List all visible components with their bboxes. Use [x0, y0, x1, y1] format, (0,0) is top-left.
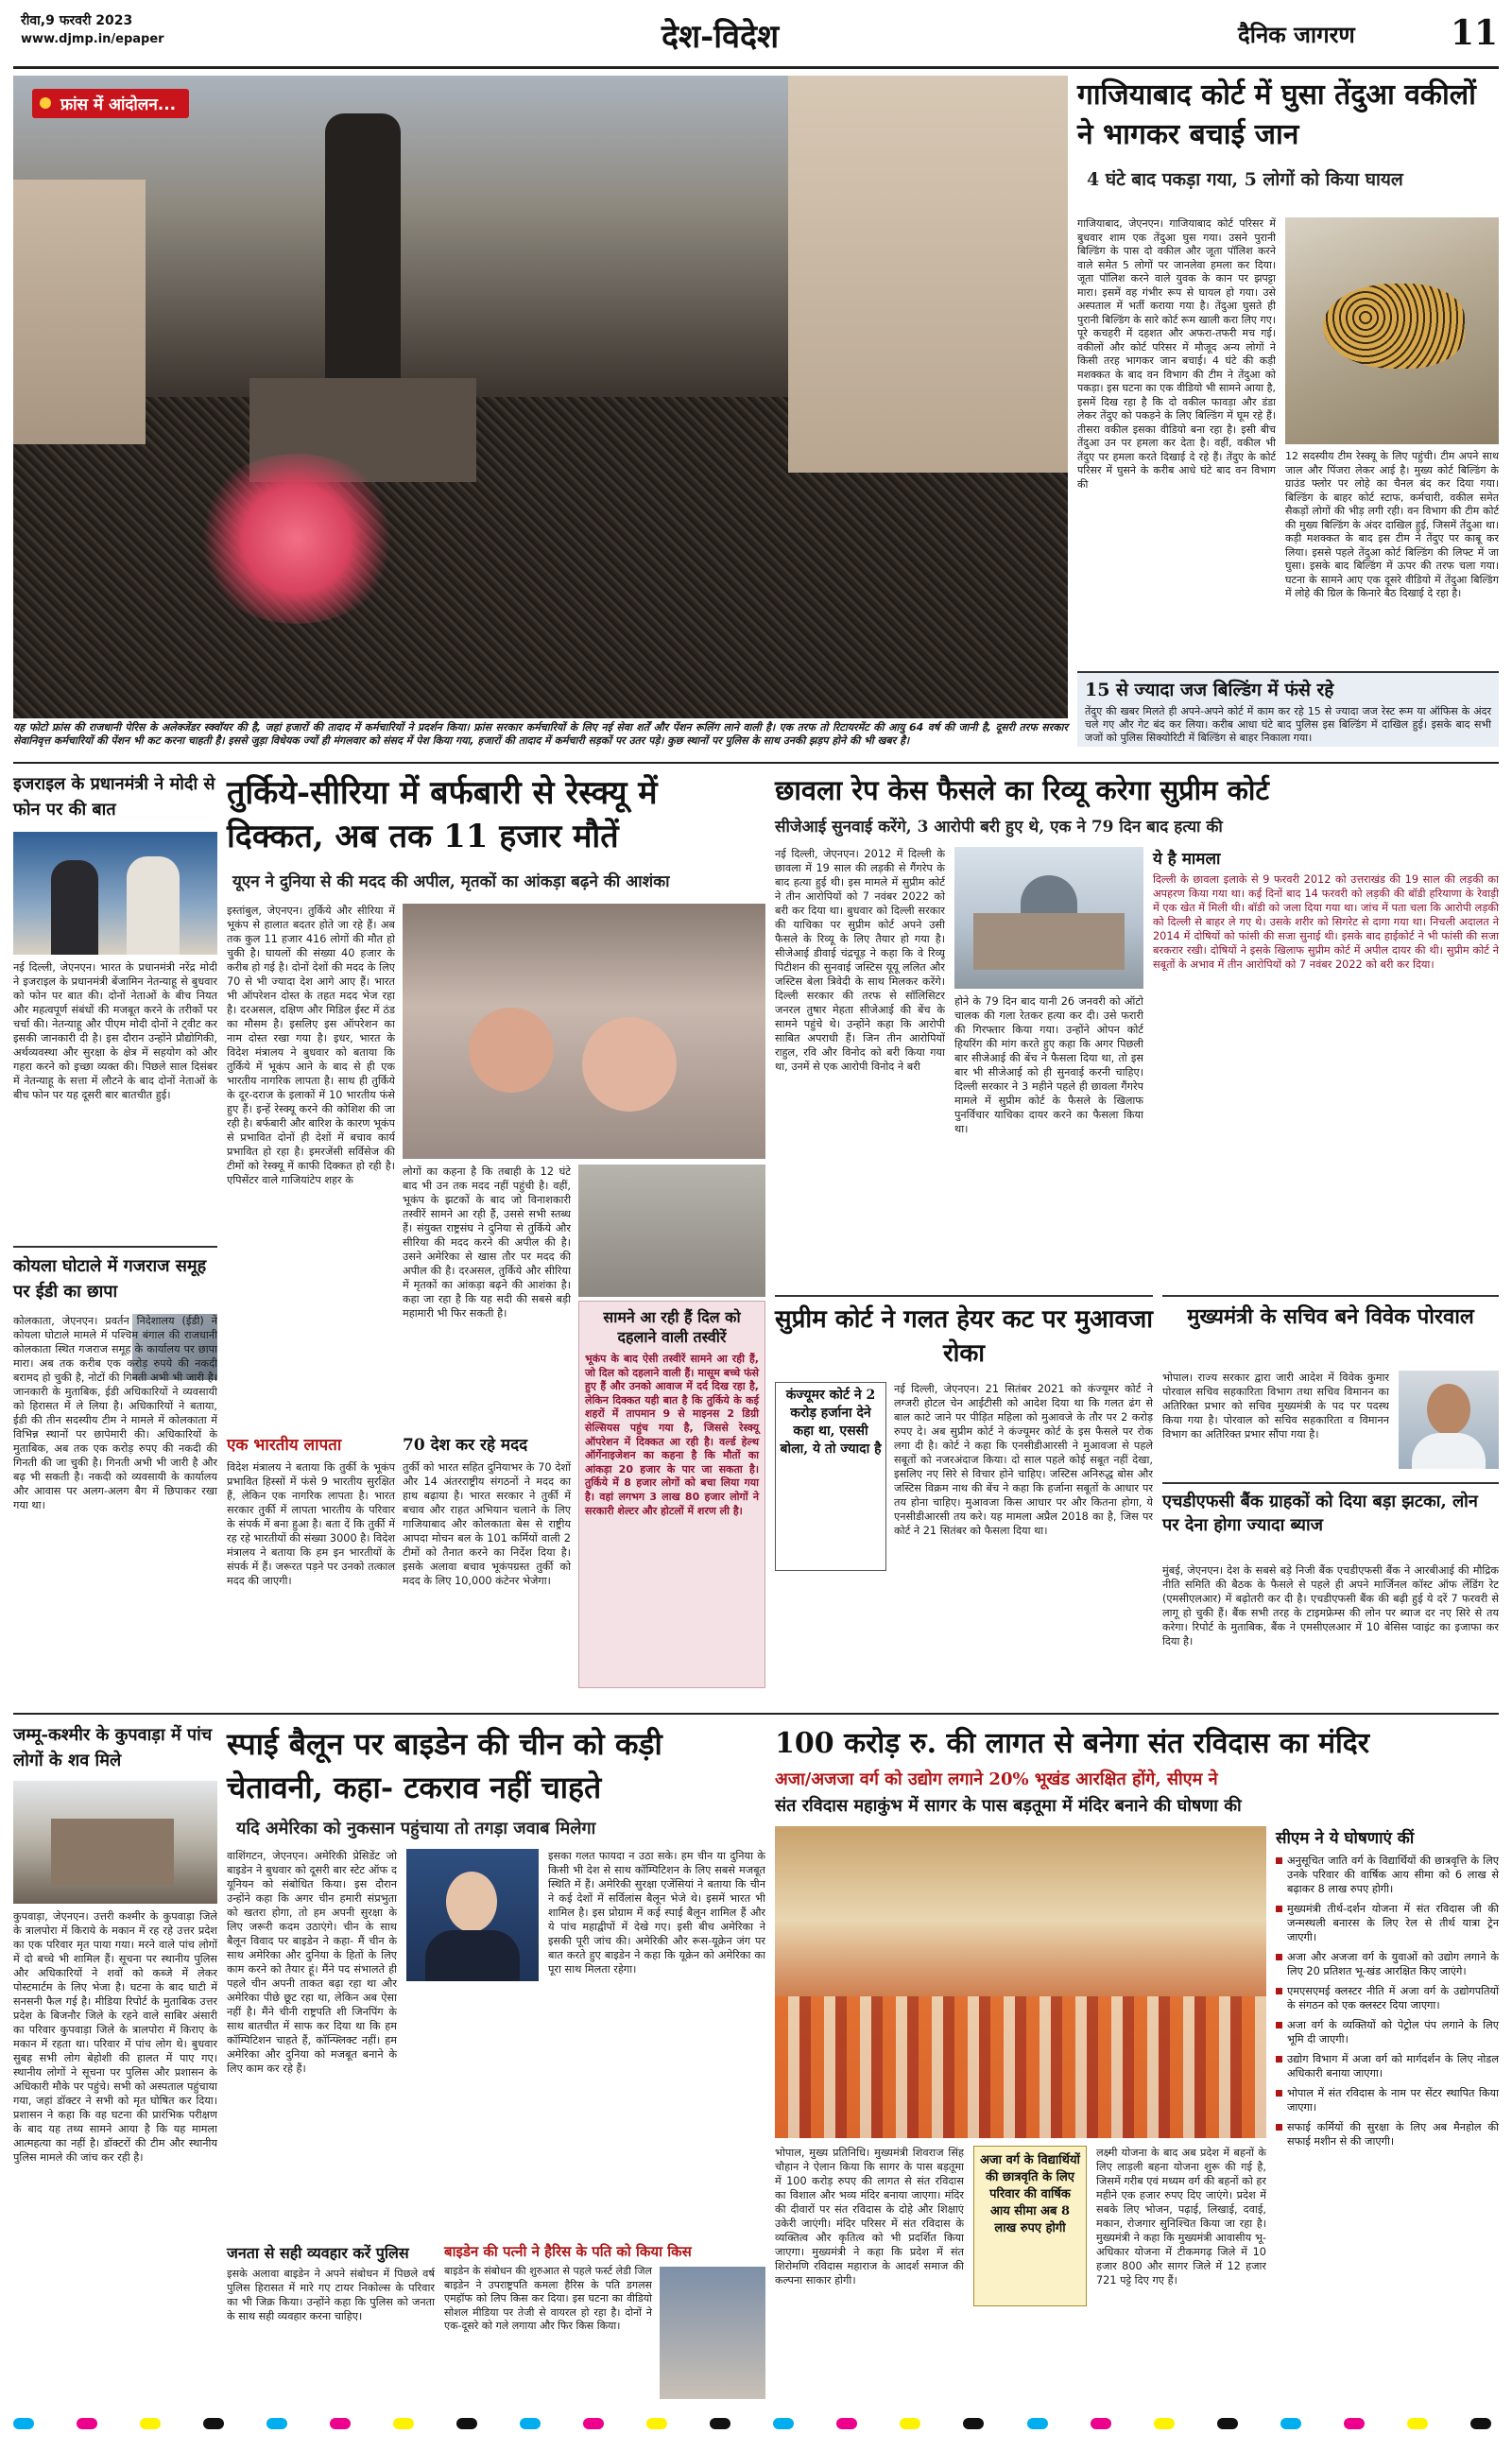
- haircut-story: [775, 1295, 1153, 1711]
- cm-announcement-text: उद्योग विभाग में अजा वर्ग को मार्गदर्शन के लिए नोडल अधिकारी बनाया जाएगा।: [1287, 2053, 1499, 2080]
- court-building: [973, 913, 1125, 970]
- hdfc-body: मुंबई, जेएनएन। देश के सबसे बड़े निजी बैंक एचडीएफसी बैंक ने आरबीआई की मौद्रिक नीति समिति की बैठक के फैसले से पहले ही अपने मार्जिनल कॉस्ट ऑफ लेंडिंग रेट (एमसीएलआर) में बढ़ोतरी कर दी है। एचडीएफसी बैंक की बढ़ी हुई ये दरें 7 फरवरी से लागू हो चुकी हैं। बैंक सभी तरह के टाइमफ्रेम्स की लोन पर ब्याज दर नए सिरे से तय करेगा। रिपोर्ट के मुताबिक, बैंक ने एमसीएलआर में 10 बेसिस प्वाइंट का इजाफा कर दिया है।: [1162, 1564, 1499, 1648]
- ravidas-headline: 100 करोड़ रु. की लागत से बनेगा संत रविदास का मंदिर: [775, 1727, 1370, 1760]
- israel-body: नई दिल्ली, जेएनएन। भारत के प्रधानमंत्री नरेंद्र मोदी ने इजराइल के प्रधानमंत्री बेंजामिन नेतन्याहू से बुधवार को फोन पर बात की। दोनों नेताओं के बीच नियत और महत्वपूर्ण संबंधों की मजबूत करने के तरीकों पर चर्चा की। नेतन्याहू और पीएम मोदी दोनों ने ट्वीट कर इसकी जानकारी दी है। इस दौरान उन्होंने प्रौद्योगिकी, अर्थव्यवस्था और सुरक्षा के क्षेत्र में सहयोग को और गहरा करने को इच्छा व्यक्त की। पिछले साल दिसंबर में नेतन्याहू के सत्ता में लौटने के बाद दोनों नेताओं के बीच फोन पर यह दूसरी बार बातचीत हुई।: [13, 961, 217, 1101]
- cm-announcement-item: [1276, 2120, 1499, 2149]
- israel-modi-photo: [13, 832, 217, 955]
- building-left: [13, 180, 146, 444]
- cm-announcement-item: [1276, 1902, 1499, 1944]
- chhawla-box: [1153, 847, 1499, 1272]
- registration-mark: [1407, 2418, 1428, 2429]
- masthead: [0, 0, 1512, 66]
- kashmir-headline: जम्मू-कश्मीर के कुपवाड़ा में पांच लोगों के शव मिले: [13, 1725, 213, 1770]
- haircut-box: [775, 1382, 886, 1571]
- ravidas-box: [973, 2146, 1087, 2306]
- bullet-icon: [1276, 1954, 1282, 1960]
- ghaziabad-headline: गाजियाबाद कोर्ट में घुसा तेंदुआ वकीलों ने भागकर बचाई जान: [1077, 78, 1476, 151]
- registration-mark: [836, 2418, 857, 2429]
- police-box: [227, 2242, 435, 2403]
- turkey-body-2: लोगों का कहना है कि तबाही के 12 घंटे बाद भी उन तक मदद नहीं पहुंची है। वहीं, भूकंप के झटकों के बाद जो विनाशकारी तस्वीरें सामने आ रही हैं, उससे सभी स्तब्ध हैं। संयुक्त राष्ट्रसंघ ने दुनिया से तुर्किये और सीरिया की मदद करने की अपील की है। उसने अमेरिका से खास तौर पर मदद की अपील की है। दरअसल, तुर्किये और सीरिया में मृतकों का आंकड़ा बढ़ने की आशंका है। कहा जा रहा है कि यह सदी की सबसे बड़ी महामारी भी फिर सकती है।: [403, 1165, 571, 1320]
- france-protest-photo: [13, 76, 1068, 718]
- police-box-title: जनता से सही व्यवहार करें पुलिस: [227, 2244, 409, 2262]
- secretary-headline: मुख्यमंत्री के सचिव बने विवेक पोरवाल: [1187, 1304, 1474, 1329]
- biden-face: [446, 1872, 497, 1932]
- supreme-court-photo: [954, 847, 1143, 989]
- masthead-rule: [13, 66, 1499, 69]
- cm-announcements-list: [1276, 1854, 1499, 2149]
- portrait-face: [1427, 1384, 1470, 1435]
- balloon-body: वाशिंगटन, जेएनएन। अमेरिकी प्रेसिडेंट जो बाइडेन ने बुधवार को दूसरी बार स्टेट ऑफ द यूनियन को संबोधित किया। इस दौरान उन्होंने कहा कि अगर चीन हमारी संप्रभुता को खतरा होगा, तो हम अपनी सुरक्षा के लिए जरूरी कदम उठाएंगे। चीन के साथ बैलून विवाद पर बाइडेन ने कहा- मैं चीन के साथ अमेरिका और दुनिया के हितों के लिए काम करने को तैयार हूं। मैंने पद संभालते ही पहले चीन अपनी ताकत बढ़ा रहा था और अमेरिका पीछे छूट रहा था, लेकिन अब ऐसा नहीं है। मैंने चीनी राष्ट्रपति शी जिनपिंग के साथ बातचीत में साफ कर दिया था कि हम कॉम्पिटिशन चाहते हैं, कॉन्फ्लिक्ट नहीं। हम अमेरिका और दुनिया को मजबूत बनाने के लिए काम कर रहे हैं।: [227, 1850, 397, 2075]
- leader-right: [127, 856, 180, 955]
- cm-announcement-item: [1276, 1984, 1499, 2012]
- cm-announcement-text: अजा वर्ग के व्यक्तियों को पेट्रोल पंप लगाने के लिए भूमि दी जाएगी।: [1287, 2019, 1499, 2045]
- registration-strip: [13, 2418, 1499, 2437]
- ghaziabad-subhead: 4 घंटे बाद पकड़ा गया, 5 लोगों को किया घायल: [1087, 169, 1403, 190]
- leopard-shape: [1323, 284, 1465, 369]
- section-rule-2: [13, 1713, 1499, 1715]
- secretary-portrait: [1399, 1371, 1499, 1469]
- kashmir-story: [13, 1722, 217, 2403]
- france-caption: यह फोटो फ्रांस की राजधानी पेरिस के अलेक्जेंडर स्क्वॉयर की है, जहां हजारों की तादाद में कर्मचारियों ने प्रदर्शन किया। फ्रांस सरकार कर्मचारियों के लिए नई सेवा शर्तें और पेंशन रूलिंग लाने वाली है। एक तरफ तो रिटायरमेंट की आयु 64 वर्ष की जानी है, दूसरी तरफ सरकार सेवानिवृत्त कर्मचारियों की पेंशन भी कट करना चाहती है। इससे जुड़ा विधेयक ज्यों ही मंगलवार को संसद में पेश किया गया, हजारों की तादाद में कर्मचारी सड़कों पर उतर पड़े। कुछ स्थानों पर पुलिस के साथ उनकी झड़प होने की भी खबर है।: [13, 721, 1068, 747]
- section-rule-1: [13, 762, 1499, 764]
- masthead-website: www.djmp.in/epaper: [21, 32, 164, 46]
- haircut-box-text: कंज्यूमर कोर्ट ने 2 करोड़ हर्जाना देने कहा था, एससी बोला, ये तो ज्यादा है: [780, 1388, 882, 1457]
- ravidas-sub-1: अजा/अजजा वर्ग को उद्योग लगाने 20% भूखंड आरक्षित होंगे, सीएम ने: [775, 1769, 1218, 1789]
- registration-mark: [900, 2418, 920, 2429]
- court-dome: [1021, 875, 1077, 913]
- chhawla-box-title: ये है मामला: [1153, 850, 1221, 869]
- registration-mark: [1470, 2418, 1491, 2429]
- chhawla-story: [775, 771, 1499, 1282]
- article-label: [32, 89, 189, 118]
- bullet-icon: [1276, 2124, 1282, 2131]
- bullet-icon: [1276, 2022, 1282, 2028]
- cm-announcement-text: सफाई कर्मियों की सुरक्षा के लिए अब मैनहोल की सफाई मशीन से की जाएगी।: [1287, 2121, 1499, 2148]
- turkey-children-photo: [403, 904, 765, 1159]
- secretary-story: [1162, 1295, 1499, 1475]
- ghaziabad-story: [1077, 76, 1499, 747]
- registration-mark: [1091, 2418, 1111, 2429]
- registration-mark: [1217, 2418, 1238, 2429]
- turkey-box-body: भूकंप के बाद ऐसी तस्वीरें सामने आ रही हैं, जो दिल को दहलाने वाली हैं। मासूम बच्चे फंसे हुए हैं और उनको आवाज में दर्द दिख रहा है, लेकिन दिक्कत यही बात है कि तुर्किये के कई शहरों में तापमान 9 से माइनस 2 डिग्री सेल्सियस पहुंच गया है, जिससे रेस्क्यू ऑपरेशन में दिक्कत आ रही है। वर्ल्ड हेल्थ ऑर्गेनाइजेशन का कहना है कि मौतों का आंकड़ा 20 हजार के पार जा सकता है। तुर्किये में 8 हजार लोगों को बचा लिया गया है। वहां लगभग 3 लाख 80 हजार लोगों ने सरकारी शेल्टर और होटलों में शरण ली है।: [585, 1353, 759, 1517]
- cm-announcement-item: [1276, 2086, 1499, 2114]
- child-face-2: [582, 1017, 677, 1112]
- bullet-icon: [1276, 2090, 1282, 2097]
- registration-mark: [1344, 2418, 1365, 2429]
- police-box-body: इसके अलावा बाइडेन ने अपने संबोधन में पिछले वर्ष पुलिस हिरासत में मारे गए टायर निकोल्स के परिवार का भी जिक्र किया। उन्होंने कहा कि पुलिस को जनता के साथ सही व्यवहार करना चाहिए।: [227, 2268, 435, 2322]
- turkey-box-title: सामने आ रही हैं दिल को दहलाने वाली तस्वीरें: [603, 1308, 741, 1346]
- haircut-headline: सुप्रीम कोर्ट ने गलत हेयर कट पर मुआवजा रोका: [775, 1305, 1153, 1368]
- registration-mark: [1027, 2418, 1048, 2429]
- registration-marks: [13, 2418, 1499, 2429]
- kiss-box: [444, 2242, 765, 2403]
- registration-mark: [393, 2418, 414, 2429]
- cm-announcement-item: [1276, 2018, 1499, 2046]
- registration-mark: [330, 2418, 351, 2429]
- balloon-headline: स्पाई बैलून पर बाइडेन की चीन को कड़ी चेतावनी, कहा- टकराव नहीं चाहते: [227, 1726, 662, 1805]
- israel-story: [13, 771, 217, 1234]
- kiss-box-body: बाइडेन के संबोधन की शुरुआत से पहले फर्स्ट लेडी जिल बाइडेन ने उपराष्ट्रपति कमला हैरिस के पति डगलस एमहॉफ को लिप किस कर दिया। इस घटना का वीडियो सोशल मीडिया पर तेजी से वायरल हो रहा है। दोनों ने एक-दूसरे को गले लगाया और फिर किस किया।: [444, 2265, 652, 2332]
- biden-suit: [425, 1930, 520, 1981]
- chhawla-body-2: होने के 79 दिन बाद यानी 26 जनवरी को ऑटो चालक की गला रेतकर हत्या कर दी। उसे फरारी की गिरफ्तार किया गया। उन्होंने ओपन कोर्ट हियरिंग की मांग करते हुए कहा कि अगर पिछली बार सीजेआई की बेंच ने फैसला दिया था, तो इस बार भी सीजेआई को ही सुनवाई करनी चाहिए। दिल्ली सरकार ने 3 महीने पहले ही छावला गैंगरेप मामले में सुप्रीम कोर्ट के फैसले के खिलाफ पुनर्विचार याचिका दायर करने का फैसला किया था।: [954, 995, 1143, 1135]
- registration-mark: [710, 2418, 730, 2429]
- judges-box: [1077, 671, 1499, 747]
- ravidas-sub-2: संत रविदास महाकुंभ में सागर के पास बड़तूमा में मंदिर बनाने की घोषणा की: [775, 1796, 1242, 1816]
- registration-mark: [646, 2418, 667, 2429]
- crowd-band: [775, 1996, 1266, 2138]
- ravidas-photo: [775, 1826, 1266, 2138]
- ghaziabad-body-2: 12 सदस्यीय टीम रेस्क्यू के लिए पहुंची। टीम अपने साथ जाल और पिंजरा लेकर आई है। मुख्य कोर्ट बिल्डिंग के ग्राउंड फ्लोर पर लोहे का चैनल बंद कर दिया गया। बिल्डिंग के बाहर कोर्ट स्टाफ, कर्मचारी, वकील समेत सैकड़ों लोगों की भीड़ लगी रही। वन विभाग की टीम कोर्ट की मुख्य बिल्डिंग के अंदर दाखिल हुई, जिसमें तेंदुआ था। कड़ी मशक्कत के बाद इस टीम ने तेंदुए पर काबू कर लिया। इससे पहले तेंदुआ कोर्ट बिल्डिंग की लिफ्ट में जा घुसा। इसके बाद बिल्डिंग में ऊपर की तरफ चला गया। घटना के सामने आए एक दूसरे वीडियो में तेंदुआ बिल्डिंग में लोहे की ग्रिल के किनारे बैठ दिखाई दे रहा है।: [1285, 450, 1499, 599]
- kashmir-house: [51, 1819, 174, 1885]
- turkey-headline: तुर्किये-सीरिया में बर्फबारी से रेस्क्यू में दिक्कत, अब तक 11 हजार मौतें: [227, 774, 658, 855]
- seventy-countries: [403, 1433, 571, 1698]
- cm-announcement-text: अजा और अजजा वर्ग के युवाओं को उद्योग लगाने के लिए 20 प्रतिशत भू-खंड आरक्षित किए जाएंगे।: [1287, 1951, 1499, 1977]
- chhawla-body: नई दिल्ली, जेएनएन। 2012 में दिल्ली के छावला में 19 साल की लड़की से गैंगरेप के बाद हत्या हुई थी। इस मामले में सुप्रीम कोर्ट ने तीन आरोपियों को 7 नवंबर 2022 को बरी कर दिया था। बुधवार को दिल्ली सरकार की याचिका पर सुप्रीम कोर्ट अपने उसी फैसले के रिव्यू के लिए तैयार हो गया है। सीजेआई डीवाई चंद्रचूड़ ने कहा कि वे रिव्यू पिटीशन की सुनवाई जस्टिस यूयू ललित और जस्टिस बेला त्रिवेदी के साथ मिलकर करेंगे। दिल्ली सरकार की तरफ से सॉलिसिटर जनरल तुषार मेहता सीजेआई की बेंच के सामने पहुंचे थे। उन्होंने कहा कि आरोपी साबित अपराधी हैं। जिन तीन आरोपियों राहुल, रवि और विनोद को बरी किया गया था, उनमें से एक आरोपी विनोद ने बरी: [775, 848, 945, 1073]
- page-number: 11: [1451, 13, 1499, 53]
- ravidas-body: भोपाल, मुख्य प्रतिनिधि। मुख्यमंत्री शिवराज सिंह चौहान ने ऐलान किया कि सागर के पास बड़तूमा में 100 करोड़ रुपए की लागत से संत रविदास का विशाल और भव्य मंदिर बनाया जाएगा। मंदिर की दीवारों पर संत रविदास के दोहे और शिक्षाएं उकेरी जाएंगी। मंदिर परिसर में संत रविदास के व्यक्तित्व और कृतित्व को भी प्रदर्शित किया जाएगा। मुख्यमंत्री ने कहा कि प्रदेश में संत शिरोमणि रविदास महाराज के आदर्श समाज की कल्पना साकार होगी।: [775, 2147, 964, 2287]
- registration-mark: [963, 2418, 984, 2429]
- cm-announcement-item: [1276, 1950, 1499, 1978]
- registration-mark: [1280, 2418, 1301, 2429]
- child-face-1: [469, 1008, 554, 1093]
- registration-mark: [13, 2418, 34, 2429]
- leopard-photo: [1285, 217, 1499, 444]
- missing-title: एक भारतीय लापता: [227, 1436, 342, 1455]
- kashmir-body: कुपवाड़ा, जेएनएन। उत्तरी कश्मीर के कुपवाड़ा जिले के त्रालपोरा में किराये के मकान में रह रहे उत्तर प्रदेश का एक परिवार मृत पाया गया। मरने वाले पांच लोगों में दो बच्चे भी शामिल हैं। सूचना पर स्थानीय पुलिस और अधिकारियों ने शवों को कब्जे में लेकर पोस्टमार्टम के लिए भेजा है। घटना के बाद घाटी में सनसनी फैल गई है। मीडिया रिपोर्ट के मुताबिक उत्तर प्रदेश के बिजनौर जिले के रहने वाले साबिर अंसारी का परिवार कुपवाड़ा जिले के त्रालपोरा में किराए के मकान में रहता था। परिवार में पांच लोग थे। बुधवार सुबह सभी लोग बेहोशी की हालत में पाए गए। स्थानीय लोगों ने सूचना पर पुलिस और प्रशासन के अधिकारी मौके पर पहुंचे। सभी को अस्पताल पहुंचाया गया, जहां डॉक्टर ने सभी को मृत घोषित कर दिया। प्रशासन ने कहा कि वह घटना की प्रारंभिक परीक्षण के बाद यह तथ्य सामने आया है कि यह मामला आत्महत्या का नहीं है। डॉक्टरों की टीम और स्थानीय पुलिस मामले की जांच कर रही है।: [13, 1910, 217, 2164]
- bullet-icon: [1276, 1906, 1282, 1912]
- cm-announcement-text: भोपाल में संत रविदास के नाम पर सेंटर स्थापित किया जाएगा।: [1287, 2087, 1499, 2114]
- ravidas-body-2: लक्ष्मी योजना के बाद अब प्रदेश में बहनों के लिए लाड़ली बहना योजना शुरू की गई है, जिसमें गरीब एवं मध्यम वर्ग की बहनों को हर महीने एक हजार रुपए दिए जाएंगे। प्रदेश में सबके लिए भोजन, पढ़ाई, लिखाई, दवाई, मकान, रोजगार सुनिश्चित किया जा रहा है। मुख्यमंत्री ने कहा कि मुख्यमंत्री आवासीय भू-अधिकार योजना में टीकमगढ़ जिले में 10 हजार 800 और सागर जिले में 12 हजार 721 पट्टे दिए गए हैं।: [1096, 2147, 1266, 2287]
- judges-box-title: 15 से ज्यादा जज बिल्डिंग में फंसे रहे: [1085, 680, 1334, 700]
- ghaziabad-body: गाजियाबाद, जेएनएन। गाजियाबाद कोर्ट परिसर में बुधवार शाम एक तेंदुआ घुस गया। उसने पुरानी बिल्डिंग के पास दो वकील और जूता पॉलिश करने वाले समेत 5 लोगों पर जानलेवा हमला कर दिया। जूता पॉलिश करने वाले युवक के कान पर झपट्टा मारा। इसमें वह गंभीर रूप से घायल हो गया। उसे अस्पताल में भर्ती कराया गया है। तेंदुआ घुसते ही पुरानी बिल्डिंग के सारे कोर्ट रूम खाली करा लिए गए। पूरे कचहरी में दहशत और अफरा-तफरी मच गई। वकीलों और कोर्ट परिसर में मौजूद अन्य लोगों ने किसी तरह भागकर जान बचाई। 4 घंटे की कड़ी मशक्कत के बाद वन विभाग की टीम ने तेंदुआ को पकड़ा। इस घटना का एक वीडियो भी सामने आया है, इसमें दिख रहा है कि दो वकील फावड़ा और डंडा लेकर तेंदुए को पकड़ने के लिए बिल्डिंग में घूम रहे हैं। तीसरा वकील इसका वीडियो बना रहा है। इसी बीच तेंदुआ उन पर हमला कर देता है। वहीं, वकील भी तेंदुए पर हमला करते दिखाई दे रहे हैं। तेंदुए के कोर्ट परिसर में घुसने के करीब आधे घंटे बाद वन विभाग की: [1077, 217, 1276, 491]
- building-right: [788, 76, 1068, 473]
- coal-story: [13, 1246, 217, 1690]
- portrait-body: [1412, 1433, 1486, 1469]
- cm-announcement-text: एमएसएमई क्लस्टर नीति में अजा वर्ग के उद्योगपतियों के संगठन को एक क्लस्टर दिया जाएगा।: [1287, 1985, 1499, 2011]
- registration-mark: [583, 2418, 604, 2429]
- hdfc-story: [1162, 1482, 1499, 1709]
- seventy-body: तुर्की को भारत सहित दुनियाभर के 70 देशों और 14 अंतरराष्ट्रीय संगठनों ने मदद का हाथ बढ़ाया है। भारत सरकार ने तुर्की में बचाव और राहत अभियान चलाने के लिए गाजियाबाद और कोलकाता बेस से राष्ट्रीय आपदा मोचन बल के 101 कर्मियों वाली 2 टीमों को तैनात करने का निर्देश दिया है। इसके अलावा बचाव भूकंपग्रस्त तुर्की को मदद के लिए 10,000 कंटेनर भेजेगा।: [403, 1461, 571, 1587]
- registration-mark: [140, 2418, 161, 2429]
- turkey-body: इस्तांबुल, जेएनएन। तुर्किये और सीरिया में भूकंप से हालात बदतर होते जा रहे हैं। अब तक कुल 11 हजार 416 लोगों की मौत हो चुकी है। घायलों की संख्या 40 हजार के करीब हो गई है। दोनों देशों की मदद के लिए 70 से भी ज्यादा देश आगे आए हैं। भारत भी ऑपरेशन दोस्त के तहत मदद भेज रहा है। दरअसल, दक्षिण और मिडिल ईस्ट में ठंड का मौसम है। इसलिए इस ऑपरेशन का नाम दोस्त रखा गया है। इधर, भारत के विदेश मंत्रालय ने बुधवार को बताया कि तुर्किये में भूकंप आने के बाद से ही एक भारतीय नागरिक लापता है। साथ ही तुर्किये के दूर-दराज के इलाकों में 10 भारतीय फंसे हुए हैं। इन्हें रेस्क्यू करने की कोशिश की जा रही है। बर्फबारी और बारिश के कारण भूकंप से प्रभावित दोनों ही देशों में बचाव कार्य प्रभावित हो रहा है। इमरजेंसी सर्विसेज की टीमों को रेस्क्यू में काफी दिक्कत हो रही है। एपिसेंटर वाले गाजियांटेप शहर के: [227, 905, 395, 1186]
- balloon-body-2: इसका गलत फायदा न उठा सके। हम चीन या दुनिया के किसी भी देश से साथ कॉम्पिटिशन के लिए सबसे मजबूत स्थिति में हैं। अमेरिकी सुरक्षा एजेंसियां ने बताया कि चीन ने कई देशों में सर्विलांस बैलून भेजे थे। इसमें भारत भी शामिल है। इस प्रोग्राम में कई स्पाई बैलून शामिल हैं और ये पांच महाद्वीपों में देखे गए। इसी बीच अमेरिका ने इसकी पूरी जांच की। अमेरिकी और रूस-यूक्रेन जंग पर बात करते हुए बाइडेन ने कहा कि यूक्रेन को अमेरिका का पूरा साथ मिलता रहेगा।: [548, 1850, 765, 1976]
- balloon-subhead: यदि अमेरिका को नुकसान पहुंचाया तो तगड़ा जवाब मिलेगा: [236, 1819, 596, 1838]
- secretary-body: भोपाल। राज्य सरकार द्वारा जारी आदेश में विवेक कुमार पोरवाल सचिव सहकारिता विभाग तथा सचिव विमानन का अतिरिक्त प्रभार को सचिव मुख्यमंत्री के पद पर पदस्थ किया गया है। पोरवाल को सचिव सहकारिता व विमानन विभाग का अतिरिक्त प्रभार सौंपा गया है।: [1162, 1372, 1389, 1441]
- registration-mark: [266, 2418, 287, 2429]
- seventy-title: 70 देश कर रहे मदद: [403, 1436, 528, 1455]
- cm-announcement-text: अनुसूचित जाति वर्ग के विद्यार्थियों की छात्रवृत्ति के लिए उनके परिवार की वार्षिक आय सीमा को 6 लाख से बढ़ाकर 8 लाख रुपए होगी।: [1287, 1855, 1499, 1895]
- chhawla-headline: छावला रेप केस फैसले का रिव्यू करेगा सुप्रीम कोर्ट: [775, 774, 1269, 806]
- balloon-story: [227, 1722, 765, 2403]
- kiss-box-title: बाइडेन की पत्नी ने हैरिस के पति को किया किस: [444, 2243, 692, 2260]
- ravidas-box-text: अजा वर्ग के विद्यार्थियों की छात्रवृति के लिए परिवार की वार्षिक आय सीमा अब 8 लाख रुपए होगी: [980, 2153, 1080, 2235]
- bullet-icon: [1276, 1988, 1282, 1994]
- turkey-box: [578, 1301, 765, 1688]
- newspaper-name: दैनिक जागरण: [1238, 21, 1355, 48]
- coal-body: कोलकाता, जेएनएन। प्रवर्तन निदेशालय (ईडी) ने कोयला घोटाले मामले में पश्चिम बंगाल की राजधानी कोलकाता स्थित गजराज समूह के कार्यालय पर छापा मारा। अब तक करीब एक करोड़ रुपये की नकदी बरामद हो चुकी है, नोटों की गिनती अभी भी जारी है। जानकारी के मुताबिक, ईडी अधिकारियों ने व्यवसायी को हिरासत में ले लिया है। अधिकारियों ने बताया, ईडी की तीन सदस्यीय टीम ने मामले में कोलकाता में विभिन्न स्थानों पर छापेमारी की। अधिकारियों के मुताबिक, अब तक एक करोड़ रुपए की नकदी की गिनती की जा चुकी है। गिनती अभी भी जारी है और बढ़ भी सकती है। नकदी को व्यवसायी के कार्यालय और आवास पर अलग-अलग बैग में छिपाकर रखा गया था।: [13, 1315, 217, 1511]
- bullet-icon: [1276, 2056, 1282, 2063]
- cm-announcements-title: सीएम ने ये घोषणाएं कीं: [1276, 1829, 1415, 1848]
- france-label-text: फ्रांस में आंदोलन...: [60, 95, 177, 114]
- israel-headline: इजराइल के प्रधानमंत्री ने मोदी से फोन पर की बात: [13, 774, 215, 820]
- kashmir-photo: [13, 1781, 217, 1904]
- chhawla-box-body: दिल्ली के छावला इलाके से 9 फरवरी 2012 को उत्तराखंड की 19 साल की लड़की का अपहरण किया गया था। कई दिनों बाद 14 फरवरी को लड़की की बॉडी हरियाणा के रेवाड़ी में एक खेत में मिली थी। बॉडी को जला दिया गया था। जांच में पता चला कि आरोपी लड़की को दिल्ली से बाहर ले गए थे। उसके शरीर को सिगरेट से दागा गया था। निचली अदालत ने 2014 में दोषियों को फांसी की सजा सुनाई थी। इसके बाद हाईकोर्ट ने भी फांसी की सजा बरकरार रखी। दोषियों ने इसके खिलाफ सुप्रीम कोर्ट में अपील दायर की थी। सुप्रीम कोर्ट ने सबूतों के अभाव में तीन आरोपियों को 7 नवंबर 2022 को बरी कर दिया।: [1153, 873, 1499, 971]
- registration-mark: [77, 2418, 97, 2429]
- cm-announcements: [1276, 1826, 1499, 2397]
- registration-mark: [456, 2418, 477, 2429]
- registration-mark: [520, 2418, 541, 2429]
- france-story: [13, 76, 1068, 747]
- judges-box-body: तेंदुए की खबर मिलते ही अपने-अपने कोर्ट में काम कर रहे 15 से ज्यादा जज रेस्ट रूम या ऑफिस के अंदर चले गए और गेट बंद कर लिया। करीब आधा घंटे बाद पुलिस इस बिल्डिंग में दाखिल हुई। इसके बाद सभी जजों को पुलिस सिक्योरिटी में बिल्डिंग से बाहर निकाला गया।: [1085, 705, 1491, 744]
- turkey-story: [227, 771, 765, 1707]
- cm-announcement-item: [1276, 2052, 1499, 2080]
- monument: [325, 113, 401, 397]
- ravidas-story: [775, 1722, 1499, 2403]
- turkey-subhead: यूएन ने दुनिया से की मदद की अपील, मृतकों का आंकड़ा बढ़ने की आशंका: [232, 872, 670, 891]
- missing-indian: [227, 1433, 395, 1698]
- chhawla-subhead: सीजेआई सुनवाई करेंगे, 3 आरोपी बरी हुए थे, एक ने 79 दिन बाद हत्या की: [775, 818, 1223, 837]
- cm-announcement-text: मुख्यमंत्री तीर्थ-दर्शन योजना में संत रविदास जी की जन्मस्थली बनारस के लिए रेल से तीर्थ यात्रा ट्रेन जाएगी।: [1287, 1903, 1499, 1943]
- bullet-icon: [1276, 1857, 1282, 1864]
- rescue-photo: [578, 1165, 765, 1297]
- haircut-body: नई दिल्ली, जेएनएन। 21 सितंबर 2021 को कंज्यूमर कोर्ट ने लग्जरी होटल चेन आईटीसी को आदेश दिया था कि गलत ढंग से बाल काटे जाने पर पीड़ित महिला को मुआवजे के तौर पर 2 करोड़ रुपए दे। अब सुप्रीम कोर्ट ने कंज्यूमर कोर्ट के इस फैसले पर रोक लगा दी है। कोर्ट ने कहा कि एनसीडीआरसी ने मुआवजा से पहले सबूतों को नजरअंदाज किया। दो साल पहले कोई सबूत नहीं देखा, इसलिए नए सिरे से विचार होने चाहिए। जस्टिस अनिरुद्ध बोस और जस्टिस विक्रम नाथ की बेंच ने कहा कि हर्जाना सबूतों के आधार पर तय होना चाहिए। मुआवजा किस आधार पर और कितना होगा, ये एनसीडीआरसी तय करे। यह मामला अप्रैल 2018 का है, जिस पर कोर्ट ने 21 सितंबर को फैसला दिया था।: [894, 1383, 1153, 1537]
- kiss-photo: [660, 2267, 765, 2399]
- cm-announcement-item: [1276, 1854, 1499, 1896]
- label-dot-icon: [40, 97, 51, 109]
- registration-mark: [203, 2418, 224, 2429]
- leader-left: [51, 860, 98, 955]
- hdfc-headline: एचडीएफसी बैंक ग्राहकों को दिया बड़ा झटका, लोन पर देना होगा ज्यादा ब्याज: [1162, 1492, 1478, 1535]
- registration-mark: [1154, 2418, 1175, 2429]
- missing-body: विदेश मंत्रालय ने बताया कि तुर्की के भूकंप प्रभावित हिस्सों में फंसे 9 भारतीय सुरक्षित हैं, लेकिन एक नागरिक लापता है। भारत सरकार तुर्की में लापता भारतीय के परिवार के संपर्क में बना हुआ है। बता दें कि तुर्की में रह रहे भारतीयों की संख्या 3000 है। विदेश मंत्रालय ने बताया कि हम इन भारतीयों के संपर्क में हैं। जरूरत पड़ने पर उनको तत्काल मदद की जाएगी।: [227, 1461, 395, 1587]
- masthead-date: रीवा,9 फरवरी 2023: [21, 13, 133, 28]
- biden-photo: [406, 1849, 539, 1981]
- red-smoke: [193, 454, 401, 624]
- registration-mark: [773, 2418, 794, 2429]
- section-title: देश-विदेश: [662, 18, 780, 56]
- coal-headline: कोयला घोटाले में गजराज समूह पर ईडी का छापा: [13, 1256, 207, 1302]
